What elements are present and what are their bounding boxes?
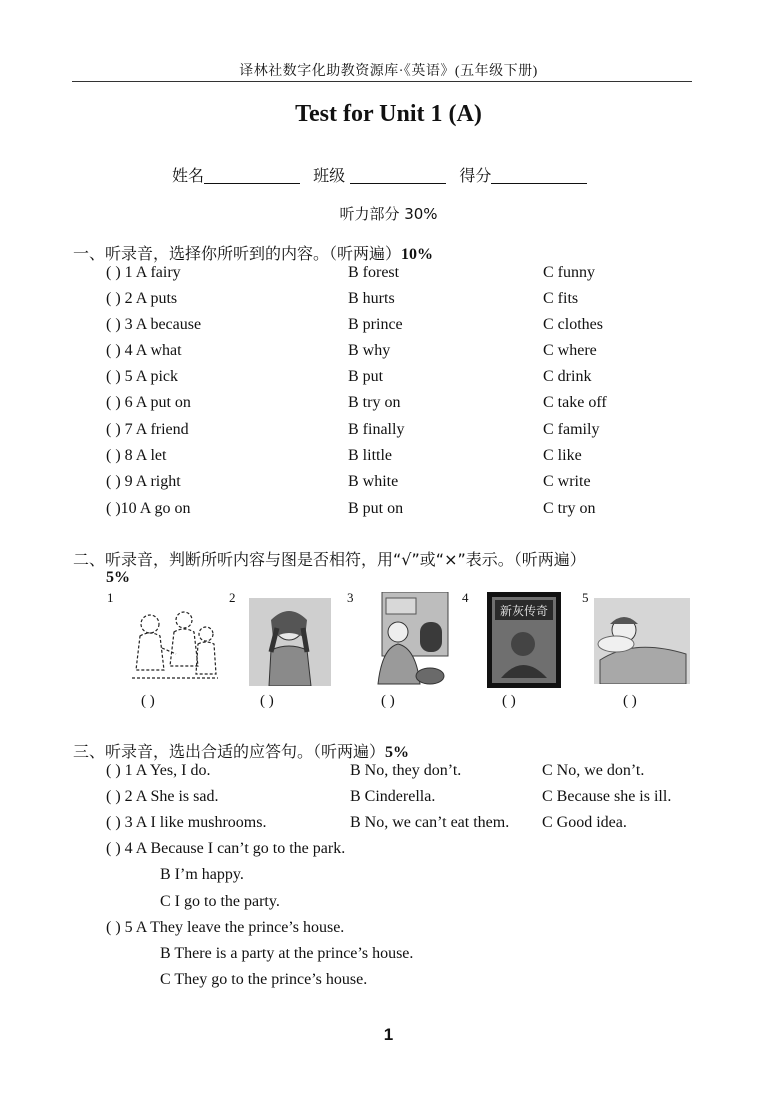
list-item bbox=[106, 368, 178, 386]
option-c: C family bbox=[543, 421, 600, 438]
list-item bbox=[106, 814, 266, 832]
list-item bbox=[106, 473, 181, 491]
option-a: A puts bbox=[135, 290, 178, 307]
class-label: 班级 bbox=[313, 166, 346, 185]
section1-heading-text: 一、听录音，选择你所听到的内容。（听两遍） bbox=[73, 244, 402, 263]
answer-paren[interactable]: ( ) bbox=[106, 500, 121, 517]
option-c: C drink bbox=[543, 368, 592, 385]
option-b: B There is a party at the prince’s house. bbox=[160, 945, 414, 962]
option-a: A go on bbox=[139, 500, 191, 517]
section3-heading-text: 三、听录音，选出合适的应答句。（听两遍） bbox=[73, 742, 386, 761]
option-c: C They go to the prince’s house. bbox=[160, 971, 368, 988]
option-a: A right bbox=[135, 473, 181, 490]
answer-paren[interactable]: ( ) bbox=[106, 473, 121, 490]
list-item bbox=[106, 840, 345, 858]
option-b: B Cinderella. bbox=[350, 788, 436, 805]
picture-answer-paren[interactable]: ( ) bbox=[502, 693, 516, 709]
list-item bbox=[106, 447, 166, 465]
option-b: B put bbox=[348, 368, 384, 385]
section3-heading bbox=[73, 739, 409, 762]
option-a: 4 A Because I can’t go to the park. bbox=[124, 840, 346, 857]
item-number: 5 bbox=[124, 368, 133, 385]
option-c: C Good idea. bbox=[542, 814, 627, 831]
section1-heading bbox=[73, 241, 433, 264]
option-c: C take off bbox=[543, 394, 607, 411]
option-a: 2 A She is sad. bbox=[124, 788, 219, 805]
item-number: 8 bbox=[124, 447, 133, 464]
option-b: B try on bbox=[348, 394, 401, 411]
item-number: 9 bbox=[124, 473, 133, 490]
option-b: B put on bbox=[348, 500, 404, 517]
list-item bbox=[106, 421, 189, 439]
list-item bbox=[106, 290, 177, 308]
picture-3-woman-fireplace bbox=[368, 592, 452, 688]
list-item bbox=[106, 264, 181, 282]
answer-paren[interactable]: ( ) bbox=[106, 264, 121, 281]
item-number: 10 bbox=[120, 500, 137, 517]
option-c: C No, we don’t. bbox=[542, 762, 645, 779]
page-header: 译林社数字化助教资源库·《英语》(五年级下册) bbox=[239, 64, 538, 79]
section2-heading: 二、听录音，判断所听内容与图是否相符，用“√”或“×”表示。（听两遍） bbox=[73, 550, 586, 569]
list-item bbox=[106, 316, 201, 334]
picture-5-girl-in-bed bbox=[594, 598, 690, 684]
option-a: A let bbox=[135, 447, 167, 464]
option-b: B little bbox=[348, 447, 392, 464]
option-c: C where bbox=[543, 342, 597, 359]
option-a: A what bbox=[135, 342, 182, 359]
option-a: A pick bbox=[135, 368, 178, 385]
item-number: 1 bbox=[124, 264, 133, 281]
answer-paren[interactable]: ( ) bbox=[106, 919, 121, 936]
picture-number: 5 bbox=[582, 590, 589, 605]
item-number: 4 bbox=[124, 342, 133, 359]
item-number: 7 bbox=[124, 421, 133, 438]
score-blank[interactable] bbox=[491, 167, 587, 184]
option-b: B hurts bbox=[348, 290, 395, 307]
section3-points: 5% bbox=[385, 744, 410, 761]
answer-paren[interactable]: ( ) bbox=[106, 316, 121, 333]
item-number: 2 bbox=[124, 290, 133, 307]
option-b: B I’m happy. bbox=[160, 866, 244, 883]
option-b: B prince bbox=[348, 316, 403, 333]
option-b: B No, we can’t eat them. bbox=[350, 814, 510, 831]
book-cover-title: 新灰传奇 bbox=[499, 604, 549, 618]
option-c: C I go to the party. bbox=[160, 893, 280, 910]
name-label: 姓名 bbox=[172, 166, 205, 185]
option-a: A fairy bbox=[135, 264, 181, 281]
option-a: 1 A Yes, I do. bbox=[124, 762, 211, 779]
section2-points: 5% bbox=[106, 569, 130, 586]
section1-points: 10% bbox=[401, 246, 434, 263]
picture-1-family-drawing bbox=[122, 608, 222, 684]
item-number: 6 bbox=[124, 394, 133, 411]
list-item bbox=[106, 788, 218, 806]
option-b: B why bbox=[348, 342, 391, 359]
picture-answer-paren[interactable]: ( ) bbox=[623, 693, 637, 709]
answer-paren[interactable]: ( ) bbox=[106, 342, 121, 359]
option-a: A friend bbox=[135, 421, 189, 438]
answer-paren[interactable]: ( ) bbox=[106, 840, 121, 857]
picture-answer-paren[interactable]: ( ) bbox=[141, 693, 155, 709]
student-info bbox=[172, 163, 595, 186]
option-c: C clothes bbox=[543, 316, 603, 333]
option-c: C fits bbox=[543, 290, 579, 307]
answer-paren[interactable]: ( ) bbox=[106, 762, 121, 779]
class-blank[interactable] bbox=[350, 167, 446, 184]
option-a: A put on bbox=[135, 394, 191, 411]
test-title: Test for Unit 1 (A) bbox=[295, 101, 482, 127]
option-a: 5 A They leave the prince’s house. bbox=[124, 919, 345, 936]
answer-paren[interactable]: ( ) bbox=[106, 394, 121, 411]
answer-paren[interactable]: ( ) bbox=[106, 368, 121, 385]
answer-paren[interactable]: ( ) bbox=[106, 290, 121, 307]
option-b: B finally bbox=[348, 421, 405, 438]
list-item bbox=[106, 762, 210, 780]
option-a: 3 A I like mushrooms. bbox=[124, 814, 267, 831]
picture-number: 4 bbox=[462, 590, 469, 605]
option-b: B white bbox=[348, 473, 399, 490]
answer-paren[interactable]: ( ) bbox=[106, 421, 121, 438]
picture-number: 3 bbox=[347, 590, 354, 605]
picture-2-girl-headache bbox=[249, 598, 331, 686]
picture-number: 1 bbox=[107, 590, 114, 605]
picture-number: 2 bbox=[229, 590, 236, 605]
option-b: B No, they don’t. bbox=[350, 762, 462, 779]
score-label: 得分 bbox=[459, 166, 492, 185]
page-number: 1 bbox=[383, 1025, 394, 1044]
answer-paren[interactable]: ( ) bbox=[106, 447, 121, 464]
option-c: C write bbox=[543, 473, 591, 490]
header-rule bbox=[72, 81, 692, 82]
picture-4-book-cover bbox=[487, 592, 561, 688]
option-c: C Because she is ill. bbox=[542, 788, 672, 805]
list-item bbox=[106, 394, 191, 412]
listening-part-label: 听力部分 30% bbox=[339, 205, 438, 223]
answer-paren[interactable]: ( ) bbox=[106, 814, 121, 831]
picture-answer-paren[interactable]: ( ) bbox=[381, 693, 395, 709]
item-number: 3 bbox=[124, 316, 133, 333]
option-b: B forest bbox=[348, 264, 400, 281]
option-c: C try on bbox=[543, 500, 596, 517]
answer-paren[interactable]: ( ) bbox=[106, 788, 121, 805]
option-c: C funny bbox=[543, 264, 595, 281]
list-item bbox=[106, 342, 182, 360]
list-item bbox=[106, 919, 344, 937]
name-blank[interactable] bbox=[204, 167, 300, 184]
option-c: C like bbox=[543, 447, 582, 464]
picture-answer-paren[interactable]: ( ) bbox=[260, 693, 274, 709]
option-a: A because bbox=[135, 316, 202, 333]
list-item bbox=[106, 500, 190, 518]
